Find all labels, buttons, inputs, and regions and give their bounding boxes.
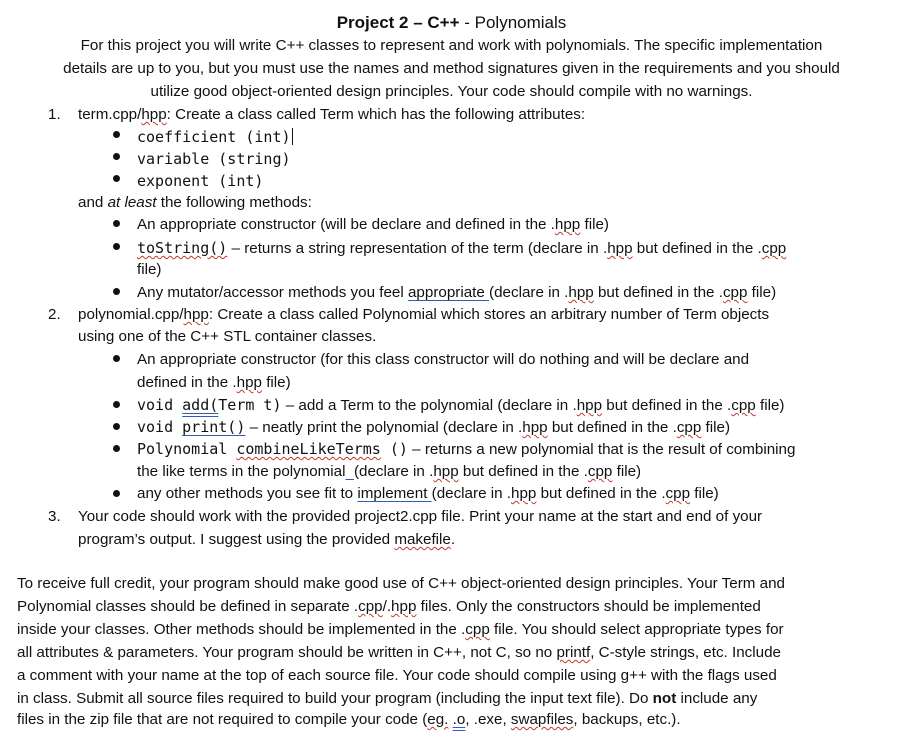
tostring-code: toString(): [137, 239, 228, 257]
req1-lead: [78, 104, 585, 126]
req2-number: 2.: [48, 306, 61, 323]
text: swapfiles: [510, 711, 574, 728]
bullet-icon: [113, 243, 120, 250]
text: but defined in the .: [458, 463, 588, 480]
code: combineLikeTerms: [236, 440, 381, 458]
title-bold: Project 2 – C++: [336, 13, 460, 32]
bullet-icon: [113, 131, 120, 138]
code: Term t): [218, 396, 282, 414]
intro-line-3: utilize good object-oriented design principles. Your code should compile with no warnings.: [150, 83, 753, 100]
req1-lead-text: : Create a class called Term which has the following attributes:: [166, 106, 586, 123]
req2-lead-cont: using one of the C++ STL container classes.: [78, 328, 377, 345]
page-title: [0, 12, 903, 34]
methods-prefix: and: [78, 194, 108, 211]
code: void: [137, 418, 183, 436]
text: An appropriate constructor (will be declare and defined in the .: [137, 216, 555, 233]
poly-method-other: [137, 483, 719, 505]
closing-line-5: a comment with your name at the top of each source file. Your code should compile using g++ with the flags used: [17, 667, 777, 684]
attr-variable: variable (string): [137, 150, 291, 168]
closing-line-7: [17, 709, 681, 731]
text: makefile: [394, 531, 451, 548]
text: hpp: [568, 284, 594, 301]
term-method-tostring-cont: file): [137, 261, 162, 278]
text: but defined in the .: [602, 397, 732, 414]
text: – neatly print the polynomial (declare in .: [245, 419, 523, 436]
req1-file: term.cpp/: [78, 106, 142, 123]
text-bold: not: [652, 690, 677, 707]
text: include any: [676, 690, 758, 707]
text: the like terms in the polynomial: [137, 463, 346, 480]
text: program’s output. I suggest using the provided: [78, 531, 395, 548]
poly-constructor: An appropriate constructor (for this class constructor will do nothing and will be declare and: [137, 351, 750, 368]
closing-line-1: To receive full credit, your program should make good use of C++ object-oriented design principles. Your Term and: [17, 575, 785, 592]
text: hpp: [183, 306, 209, 323]
bullet-icon: [113, 288, 120, 295]
text: eg.: [427, 711, 449, 728]
text: file): [755, 397, 785, 414]
text: hpp: [576, 397, 603, 414]
text: printf: [556, 644, 591, 661]
text: – returns a new polynomial that is the result of combining: [407, 441, 796, 458]
bullet-icon: [113, 220, 120, 227]
attr-coefficient-text: coefficient (int): [137, 128, 291, 146]
code: Polynomial: [137, 440, 237, 458]
attr-exponent: exponent (int): [137, 172, 264, 190]
term-method-tostring: [137, 237, 786, 260]
text: hpp: [433, 463, 459, 480]
text: appropriate: [407, 284, 490, 301]
text: – add a Term to the polynomial (declare in .: [281, 397, 577, 414]
methods-intro: [78, 192, 312, 214]
text: /.: [382, 598, 392, 615]
text: Polynomial classes should be defined in separate .: [17, 598, 359, 615]
text: hpp: [391, 598, 417, 615]
bullet-icon: [113, 153, 120, 160]
bullet-icon: [113, 355, 120, 362]
req3-number: 3.: [48, 508, 61, 525]
text: cpp: [731, 397, 756, 414]
text-cursor: [292, 128, 293, 145]
req1-number: 1.: [48, 106, 61, 123]
text: file): [612, 463, 642, 480]
text: but defined in the .: [536, 485, 666, 502]
text: cpp: [465, 621, 490, 638]
text: , .exe,: [465, 711, 511, 728]
text: hpp: [236, 374, 262, 391]
text: files. Only the constructors should be implemented: [416, 598, 761, 615]
intro-line-1: For this project you will write C++ classes to represent and work with polynomials. The specific implementation: [80, 37, 823, 54]
closing-line-3: [17, 619, 784, 641]
text: all attributes & parameters. Your program should be written in C++, not C, so no: [17, 644, 557, 661]
text: any other methods you see fit to: [137, 485, 358, 502]
attr-coefficient: [137, 126, 293, 148]
text: , backups, etc.).: [573, 711, 681, 728]
methods-italic: at least: [107, 194, 157, 211]
text: hpp: [554, 216, 581, 233]
term-method-constructor: [137, 214, 609, 236]
text: inside your classes. Other methods should be implemented in the .: [17, 621, 466, 638]
req3-line-2: [78, 529, 455, 551]
text: (declare in .: [431, 485, 511, 502]
text: hpp: [511, 485, 537, 502]
text: file): [580, 216, 609, 233]
text: file): [747, 284, 777, 301]
req1-file-ext: hpp: [141, 106, 167, 123]
poly-method-combine-cont: [137, 461, 641, 483]
bullet-icon: [113, 175, 120, 182]
methods-suffix: the following methods:: [156, 194, 312, 211]
text: – returns a string representation of the term (declare in .: [227, 240, 608, 257]
text: hpp: [522, 419, 548, 436]
term-method-mutators: [137, 282, 776, 304]
code: (): [380, 440, 408, 458]
text: cpp: [676, 419, 702, 436]
text: files in the zip file that are not required to compile your code (: [17, 711, 428, 728]
text: defined in the .: [137, 374, 237, 391]
req2-lead: [78, 304, 769, 326]
text: but defined in the .: [547, 419, 677, 436]
text: file): [261, 374, 291, 391]
text: (declare in .: [353, 463, 434, 480]
text: (declare in .: [489, 284, 569, 301]
poly-method-print: [137, 416, 730, 439]
title-rest: - Polynomials: [459, 13, 567, 32]
text: cpp: [587, 463, 613, 480]
text: file. You should select appropriate types for: [489, 621, 784, 638]
poly-method-combine: [137, 438, 795, 461]
bullet-icon: [113, 445, 120, 452]
text: cpp: [761, 240, 787, 257]
text: implement: [357, 485, 432, 502]
req3-line-1: Your code should work with the provided project2.cpp file. Print your name at the start and end of your: [78, 508, 763, 525]
bullet-icon: [113, 423, 120, 430]
text: [346, 463, 354, 480]
bullet-icon: [113, 401, 120, 408]
text: file): [701, 419, 731, 436]
intro-line-2: details are up to you, but you must use the names and method signatures given in the requirements and you should: [63, 60, 840, 77]
text: in class. Submit all source files required to build your program (including the input text file). Do: [17, 690, 653, 707]
text: : Create a class called Polynomial which stores an arbitrary number of Term objects: [208, 306, 770, 323]
poly-constructor-cont: [137, 372, 291, 394]
poly-method-add: [137, 394, 784, 417]
closing-line-4: [17, 642, 781, 664]
text: Any mutator/accessor methods you feel: [137, 284, 408, 301]
text: hpp: [607, 240, 633, 257]
bullet-icon: [113, 490, 120, 497]
text: cpp: [665, 485, 691, 502]
text: but defined in the .: [593, 284, 723, 301]
text: cpp: [358, 598, 383, 615]
text: but defined in the .: [632, 240, 762, 257]
code: add(: [182, 396, 219, 414]
text: , C-style strings, etc. Include: [590, 644, 781, 661]
code: void: [137, 396, 183, 414]
code: print(): [182, 418, 246, 436]
text: .: [450, 531, 456, 548]
text: polynomial.cpp/: [78, 306, 184, 323]
closing-line-2: [17, 596, 761, 618]
closing-line-6: [17, 688, 757, 710]
text: file): [690, 485, 719, 502]
text: .o: [452, 711, 466, 728]
text: cpp: [722, 284, 748, 301]
